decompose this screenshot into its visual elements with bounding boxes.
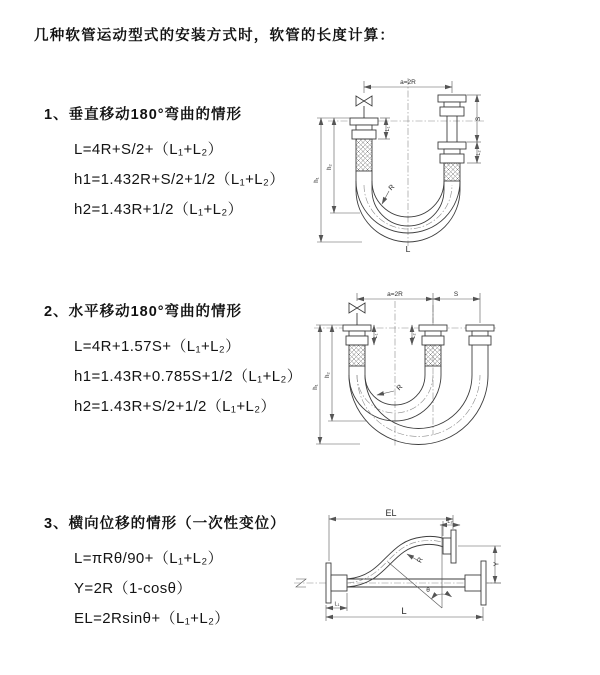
diagram-lateral-displacement (290, 505, 598, 650)
section-1 (44, 103, 285, 225)
dim-label-r: R (395, 383, 405, 393)
dim-label-l: L (401, 606, 407, 617)
dim-label-y: Y (493, 561, 501, 567)
dim-label-s: S (475, 116, 482, 122)
formula: L=πRθ/90+（L₁+L₂） (74, 550, 223, 567)
dim-label-s: S (453, 291, 459, 298)
diagram-vertical-180-bend (300, 75, 555, 255)
dim-label-h1: h₁ (313, 384, 319, 390)
diagram-horizontal-180-bend (300, 287, 565, 455)
dim-label-el: EL (385, 508, 397, 518)
valve-icon (349, 303, 365, 325)
dimension-l2 (440, 519, 460, 536)
section-2 (44, 300, 302, 422)
formula: EL=2Rsinθ+（L₁+L₂） (74, 610, 230, 627)
dim-label-h1: h₁ (314, 177, 320, 183)
dimension-l2 (467, 142, 482, 163)
radius-callout (382, 184, 396, 204)
dimension-s (467, 95, 482, 142)
dim-label-l1: L₁ (334, 601, 340, 608)
right-fitting-lower (438, 142, 466, 181)
radius-callout (407, 554, 425, 564)
dim-label-span: a=2R (387, 291, 403, 298)
formula: h2=1.43R+1/2（L₁+L₂） (74, 201, 244, 218)
dim-label-l2: L₂ (411, 333, 417, 339)
formula: h2=1.43R+S/2+1/2（L₁+L₂） (74, 398, 276, 415)
dimension-span (357, 291, 480, 323)
hose-braid (444, 163, 460, 181)
dim-label-l2: L₂ (447, 519, 453, 525)
dim-label-theta: θ (426, 587, 430, 594)
page-title: 几种软管运动型式的安装方式时，软管的长度计算： (34, 28, 396, 44)
section-1-formulas (44, 135, 285, 225)
hose-braid (425, 345, 441, 366)
section-3-heading: 3、横向位移的情形（一次性变位） (44, 516, 286, 532)
dimension-l (326, 605, 483, 621)
right-fitting-upper (438, 95, 466, 142)
right-fitting (466, 325, 494, 345)
valve-icon (356, 96, 372, 118)
section-1-heading: 1、垂直移动180°弯曲的情形 (44, 107, 243, 123)
hose-braid (356, 139, 372, 171)
right-flange-lower (465, 561, 486, 605)
dim-label-l1: L₁ (373, 333, 379, 339)
dim-label-h2: h₂ (325, 372, 331, 378)
radius-callout (377, 384, 404, 395)
left-fitting (343, 325, 371, 366)
dim-label-h2: h₂ (327, 164, 333, 170)
formula: L=4R+1.57S+（L₁+L₂） (74, 338, 241, 355)
hose-braid (349, 345, 365, 366)
formula: h1=1.43R+0.785S+1/2（L₁+L₂） (74, 368, 303, 385)
left-flange (326, 563, 347, 603)
section-2-formulas (44, 332, 302, 422)
section-3 (44, 512, 286, 634)
formula: h1=1.432R+S/2+1/2（L₁+L₂） (74, 171, 285, 188)
upper-flange (443, 530, 456, 563)
dimension-s (433, 291, 480, 299)
dim-label-span: a=2R (400, 79, 416, 86)
dim-label-l1: L₁ (385, 126, 391, 132)
hose-u-bends (349, 345, 488, 445)
dim-label-r: R (416, 556, 425, 565)
middle-fitting (419, 325, 447, 366)
dim-label-r: R (387, 183, 397, 193)
dim-label-l2: L₂ (476, 150, 482, 156)
section-2-heading: 2、水平移动180°弯曲的情形 (44, 304, 243, 320)
section-3-formulas (44, 544, 286, 634)
dim-label-l: L (405, 244, 411, 254)
left-fitting (350, 118, 378, 171)
centerlines (314, 301, 496, 447)
theta-construction (388, 526, 452, 608)
formula: L=4R+S/2+（L₁+L₂） (74, 141, 224, 158)
formula: Y=2R（1-cosθ） (74, 580, 192, 597)
